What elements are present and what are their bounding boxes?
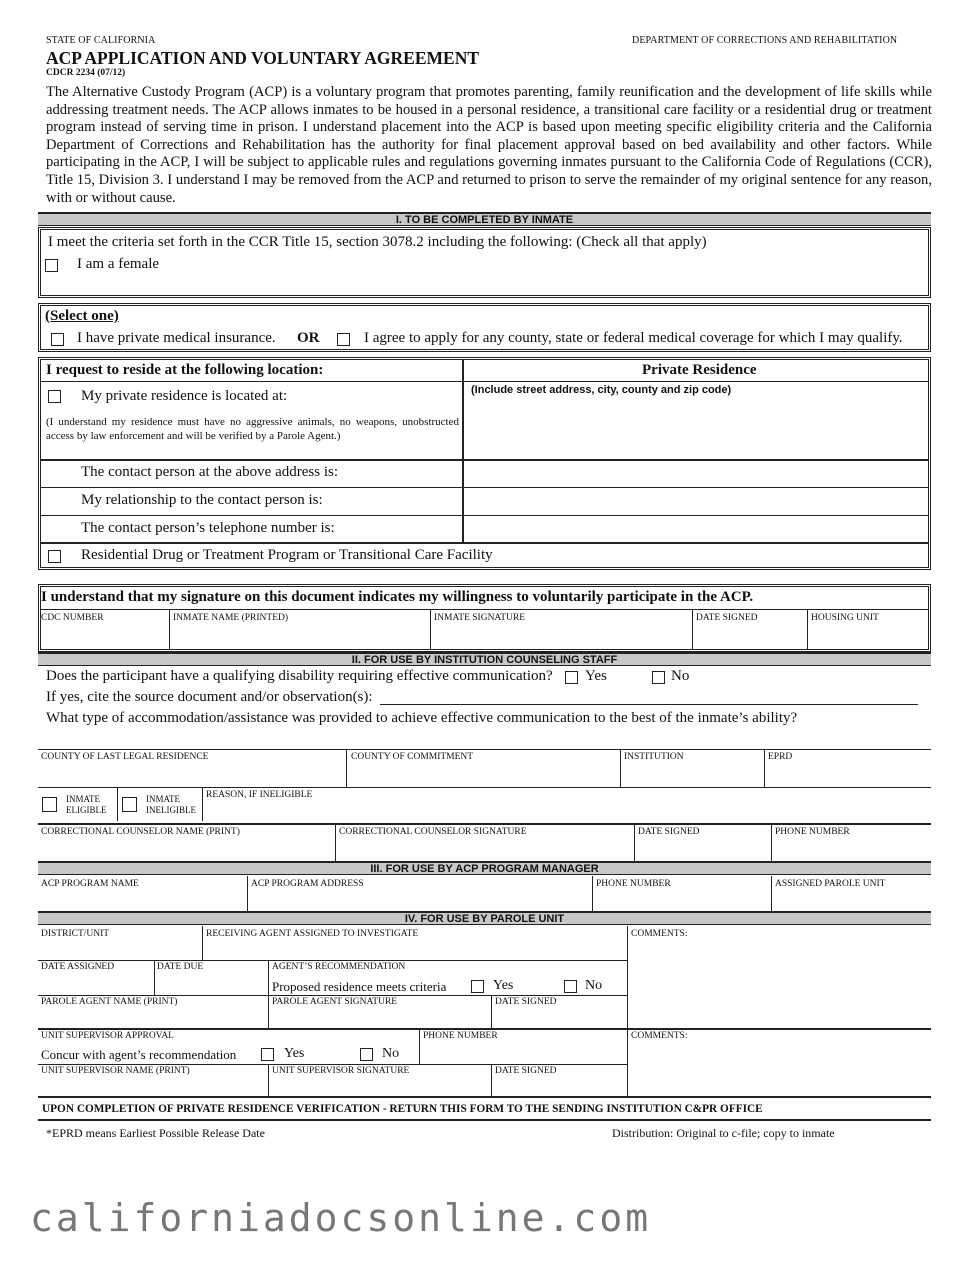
date-assigned-label: DATE ASSIGNED xyxy=(41,962,115,972)
relationship-field[interactable] xyxy=(468,490,926,513)
agent-yes-label: Yes xyxy=(493,978,514,993)
counselor-phone-field[interactable] xyxy=(774,840,929,860)
county-last-label: COUNTY OF LAST LEGAL RESIDENCE xyxy=(41,752,209,762)
insurance-checkbox[interactable] xyxy=(51,333,64,346)
program-name-field[interactable] xyxy=(40,891,245,910)
ineligible-checkbox[interactable] xyxy=(122,797,137,812)
female-checkbox[interactable] xyxy=(45,259,58,272)
coverage-label: I agree to apply for any county, state or federal medical coverage for which I may qualify. xyxy=(364,330,903,346)
housing-unit-field[interactable] xyxy=(810,626,928,648)
counselor-date-label: DATE SIGNED xyxy=(638,827,700,837)
concur-no-checkbox[interactable] xyxy=(360,1048,373,1061)
inmate-name-field[interactable] xyxy=(172,626,428,648)
counselor-phone-label: PHONE NUMBER xyxy=(775,827,850,837)
reside-header: I request to reside at the following location: xyxy=(46,362,324,378)
parole-unit-field[interactable] xyxy=(774,891,929,910)
concur-yes-label: Yes xyxy=(284,1046,305,1061)
comments2-field[interactable] xyxy=(630,1043,929,1095)
agent-no-checkbox[interactable] xyxy=(564,980,577,993)
cite-source-line[interactable] xyxy=(380,704,918,705)
institution-label: INSTITUTION xyxy=(624,752,684,762)
program-phone-label: PHONE NUMBER xyxy=(596,879,671,889)
supervisor-signature-label: UNIT SUPERVISOR SIGNATURE xyxy=(272,1066,410,1076)
private-residence-header: Private Residence xyxy=(642,362,757,378)
date-assigned-field[interactable] xyxy=(40,974,152,994)
coverage-checkbox[interactable] xyxy=(337,333,350,346)
or-label: OR xyxy=(297,330,320,346)
comments-field[interactable] xyxy=(630,941,929,1026)
contact-person-label: The contact person at the above address is: xyxy=(81,464,338,480)
relationship-label: My relationship to the contact person is: xyxy=(81,492,323,508)
reason-label: REASON, IF INELIGIBLE xyxy=(206,790,313,800)
parole-unit-label: ASSIGNED PAROLE UNIT xyxy=(775,879,886,889)
proposed-criteria-label: Proposed residence meets criteria xyxy=(272,979,447,994)
watermark-text: californiadocsonline.com xyxy=(30,1196,652,1240)
agent-date-label: DATE SIGNED xyxy=(495,997,557,1007)
concur-no-label: No xyxy=(382,1046,400,1061)
private-located-label: My private residence is located at: xyxy=(81,388,288,404)
counselor-name-label: CORRECTIONAL COUNSELOR NAME (PRINT) xyxy=(41,827,240,837)
disability-yes-checkbox[interactable] xyxy=(565,671,578,684)
agent-signature-label: PAROLE AGENT SIGNATURE xyxy=(272,997,398,1007)
institution-field[interactable] xyxy=(623,764,762,786)
receiving-agent-label: RECEIVING AGENT ASSIGNED TO INVESTIGATE xyxy=(206,929,419,939)
district-field[interactable] xyxy=(40,941,200,959)
date-signed-label: DATE SIGNED xyxy=(696,613,758,623)
contact-person-field[interactable] xyxy=(468,462,926,485)
receiving-agent-field[interactable] xyxy=(205,941,625,959)
district-label: DISTRICT/UNIT xyxy=(41,929,110,939)
contact-phone-label: The contact person’s telephone number is: xyxy=(81,520,335,536)
comments-label: COMMENTS: xyxy=(631,929,688,939)
program-address-field[interactable] xyxy=(250,891,590,910)
agent-name-label: PAROLE AGENT NAME (PRINT) xyxy=(41,997,178,1007)
cdc-number-label: CDC NUMBER xyxy=(41,613,104,623)
department-label: DEPARTMENT OF CORRECTIONS AND REHABILITATION xyxy=(632,35,898,46)
supervisor-signature-field[interactable] xyxy=(271,1078,489,1095)
residence-address-field[interactable] xyxy=(470,398,925,456)
distribution-note: Distribution: Original to c-file; copy to inmate xyxy=(612,1126,835,1140)
section-4-bar: IV. FOR USE BY PAROLE UNIT xyxy=(38,911,931,925)
section-3-bar: III. FOR USE BY ACP PROGRAM MANAGER xyxy=(38,861,931,875)
residence-requirements-note: (I understand my residence must have no aggressive animals, no weapons, unobstructed access by law enforcement and will be verified by a Parole Agent.) xyxy=(46,416,459,442)
program-address-label: ACP PROGRAM ADDRESS xyxy=(251,879,364,889)
inmate-name-label: INMATE NAME (PRINTED) xyxy=(173,613,289,623)
eligible-label: INMATE ELIGIBLE xyxy=(66,794,107,815)
inmate-signature-label: INMATE SIGNATURE xyxy=(434,613,526,623)
supervisor-phone-label: PHONE NUMBER xyxy=(423,1031,498,1041)
date-due-field[interactable] xyxy=(157,974,266,994)
disability-yes-label: Yes xyxy=(585,668,607,684)
criteria-text: I meet the criteria set forth in the CCR Title 15, section 3078.2 including the following: (Check all that apply) xyxy=(48,234,707,250)
signature-statement: I understand that my signature on this document indicates my willingness to voluntarily participate in the ACP. xyxy=(41,589,754,605)
reason-field[interactable] xyxy=(205,802,929,820)
agent-name-field[interactable] xyxy=(40,1009,266,1027)
concur-label: Concur with agent’s recommendation xyxy=(41,1047,237,1062)
cite-source-label: If yes, cite the source document and/or observation(s): xyxy=(46,689,373,705)
eprd-note: *EPRD means Earliest Possible Release Date xyxy=(46,1126,265,1140)
private-residence-checkbox[interactable] xyxy=(48,390,61,403)
cdc-number-field[interactable] xyxy=(42,626,167,648)
section-2-bar: II. FOR USE BY INSTITUTION COUNSELING STAFF xyxy=(38,652,931,666)
section-1-bar: I. TO BE COMPLETED BY INMATE xyxy=(38,212,931,226)
counselor-name-field[interactable] xyxy=(40,840,333,860)
disability-question: Does the participant have a qualifying disability requiring effective communication? xyxy=(46,668,553,684)
county-last-field[interactable] xyxy=(40,764,344,786)
comments2-label: COMMENTS: xyxy=(631,1031,688,1041)
ineligible-label: INMATE INELIGIBLE xyxy=(146,794,196,815)
agent-yes-checkbox[interactable] xyxy=(471,980,484,993)
county-commitment-field[interactable] xyxy=(349,764,618,786)
date-due-label: DATE DUE xyxy=(157,962,204,972)
disability-no-checkbox[interactable] xyxy=(652,671,665,684)
disability-no-label: No xyxy=(671,668,690,684)
insurance-label: I have private medical insurance. xyxy=(77,330,276,346)
select-one-label: (Select one) xyxy=(45,308,119,324)
form-number: CDCR 2234 (07/12) xyxy=(46,68,126,78)
counselor-signature-field[interactable] xyxy=(338,840,632,860)
agent-no-label: No xyxy=(585,978,603,993)
program-name-label: ACP PROGRAM NAME xyxy=(41,879,139,889)
accommodation-question: What type of accommodation/assistance was provided to achieve effective communication to the best of the inmate’s ability? xyxy=(46,710,798,726)
county-commitment-label: COUNTY OF COMMITMENT xyxy=(351,752,474,762)
eprd-label: EPRD xyxy=(768,752,793,762)
inmate-signature-field[interactable] xyxy=(433,626,690,648)
supervisor-date-field[interactable] xyxy=(494,1078,625,1095)
supervisor-date-label: DATE SIGNED xyxy=(495,1066,557,1076)
agent-signature-field[interactable] xyxy=(271,1009,489,1027)
counselor-date-field[interactable] xyxy=(637,840,769,860)
form-title: ACP APPLICATION AND VOLUNTARY AGREEMENT xyxy=(46,48,480,68)
intro-paragraph: The Alternative Custody Program (ACP) is a voluntary program that promotes parenting, family reunification and the development of life skills while addressing treatment needs. The ACP allows inmates to be housed in a personal residence, a transitional care facility or a residential drug or treatment program instead of serving time in prison. I understand placement into the ACP is based upon meeting specific eligibility criteria and the California Department of Corrections and Rehabilitation has the authority for final placement approval based on bed availability and other factors. While participating in the ACP, I will be subject to applicable rules and regulations governing inmates pursuant to the California Code of Regulations (CCR), Title 15, Division 3. I understand I may be removed from the ACP and returned to prison to serve the remainder of my original sentence for any reason, with or without cause. xyxy=(46,84,932,206)
contact-phone-field[interactable] xyxy=(468,518,926,541)
concur-yes-checkbox[interactable] xyxy=(261,1048,274,1061)
date-signed-field[interactable] xyxy=(695,626,805,648)
agent-date-field[interactable] xyxy=(494,1009,625,1027)
supervisor-name-label: UNIT SUPERVISOR NAME (PRINT) xyxy=(41,1066,190,1076)
supervisor-name-field[interactable] xyxy=(40,1078,266,1095)
state-label: STATE OF CALIFORNIA xyxy=(46,35,156,46)
eligible-checkbox[interactable] xyxy=(42,797,57,812)
residential-label: Residential Drug or Treatment Program or Transitional Care Facility xyxy=(81,547,493,563)
counselor-signature-label: CORRECTIONAL COUNSELOR SIGNATURE xyxy=(339,827,527,837)
agent-rec-label: AGENT’S RECOMMENDATION xyxy=(272,962,406,972)
include-address-note: (Include street address, city, county and zip code) xyxy=(471,384,732,396)
residential-checkbox[interactable] xyxy=(48,550,61,563)
eprd-field[interactable] xyxy=(767,764,929,786)
housing-unit-label: HOUSING UNIT xyxy=(811,613,879,623)
return-note: UPON COMPLETION OF PRIVATE RESIDENCE VERIFICATION - RETURN THIS FORM TO THE SENDING INSTITUTION C&PR OFFICE xyxy=(42,1103,763,1115)
supervisor-phone-field[interactable] xyxy=(422,1043,625,1063)
female-label: I am a female xyxy=(77,256,160,272)
supervisor-approval-label: UNIT SUPERVISOR APPROVAL xyxy=(41,1031,174,1041)
program-phone-field[interactable] xyxy=(595,891,769,910)
